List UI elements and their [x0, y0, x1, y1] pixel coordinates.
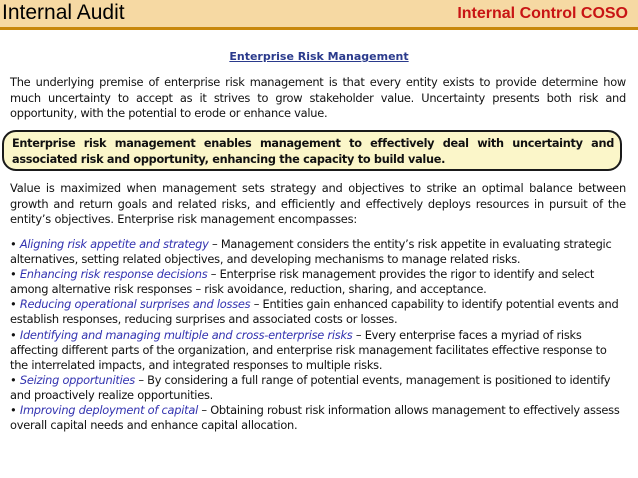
- list-item: [10, 328, 626, 373]
- list-item-term: Enhancing risk response decisions: [19, 267, 208, 282]
- list-item-term: Identifying and managing multiple and cross-enterprise risks: [19, 327, 353, 342]
- bullet: •: [10, 267, 17, 282]
- page-subtitle: Enterprise Risk Management: [229, 50, 409, 63]
- list-item-term: Seizing opportunities: [19, 372, 135, 387]
- highlight-box: Enterprise risk management enables management to effectively deal with uncertainty and associated risk and opportunity, enhancing the capacity to build value.: [2, 130, 622, 171]
- header-left-title: Internal Audit: [2, 1, 125, 24]
- bullet: •: [10, 237, 17, 251]
- list-item-term: Reducing operational surprises and losses: [19, 297, 251, 312]
- value-paragraph: Value is maximized when management sets strategy and objectives to strike an optimal balance between growth and return goals and related risks, and efficiently and effectively deploys resources in pursuit of the entity’s objectives. Enterprise risk management encompasses:: [10, 181, 626, 226]
- list-item: [10, 237, 626, 267]
- bullet: •: [10, 297, 17, 312]
- list-item-desc: – Every enterprise faces a myriad of risks affecting different parts of the organization, and enterprise risk management facilitates effective response to the interrelated impacts, and integrated responses to multiple risks.: [10, 327, 607, 372]
- encompasses-list: [10, 237, 626, 433]
- bullet: •: [10, 403, 17, 418]
- list-item-desc: – Entities gain enhanced capability to identify potential events and establish responses, reducing surprises and associated costs or losses.: [10, 297, 619, 327]
- list-item-desc: – Management considers the entity’s risk appetite in evaluating strategic alternatives, setting related objectives, and developing mechanisms to manage related risks.: [10, 237, 612, 267]
- bullet: •: [10, 327, 17, 342]
- list-item: [10, 373, 626, 403]
- list-item: [10, 297, 626, 327]
- list-item: [10, 267, 626, 297]
- list-item-term: Improving deployment of capital: [19, 403, 199, 418]
- list-item-desc: – By considering a full range of potential events, management is positioned to identify and proactively realize opportunities.: [10, 372, 611, 402]
- bullet: •: [10, 372, 17, 387]
- list-item: [10, 403, 626, 433]
- list-item-term: Aligning risk appetite and strategy: [19, 237, 209, 251]
- header-band: [0, 0, 638, 30]
- intro-paragraph: The underlying premise of enterprise risk management is that every entity exists to provide determine how much uncertainty to accept as it strives to grow stakeholder value. Uncertainty presents both risk and opportunity, with the potential to erode or enhance value.: [10, 75, 626, 120]
- list-item-desc: – Obtaining robust risk information allows management to effectively assess overall capital needs and enhance capital allocation.: [10, 403, 620, 433]
- header-right-title: Internal Control COSO: [457, 5, 628, 22]
- list-item-desc: – Enterprise risk management provides the rigor to identify and select among alternative risk responses – risk avoidance, reduction, sharing, and acceptance.: [10, 267, 595, 297]
